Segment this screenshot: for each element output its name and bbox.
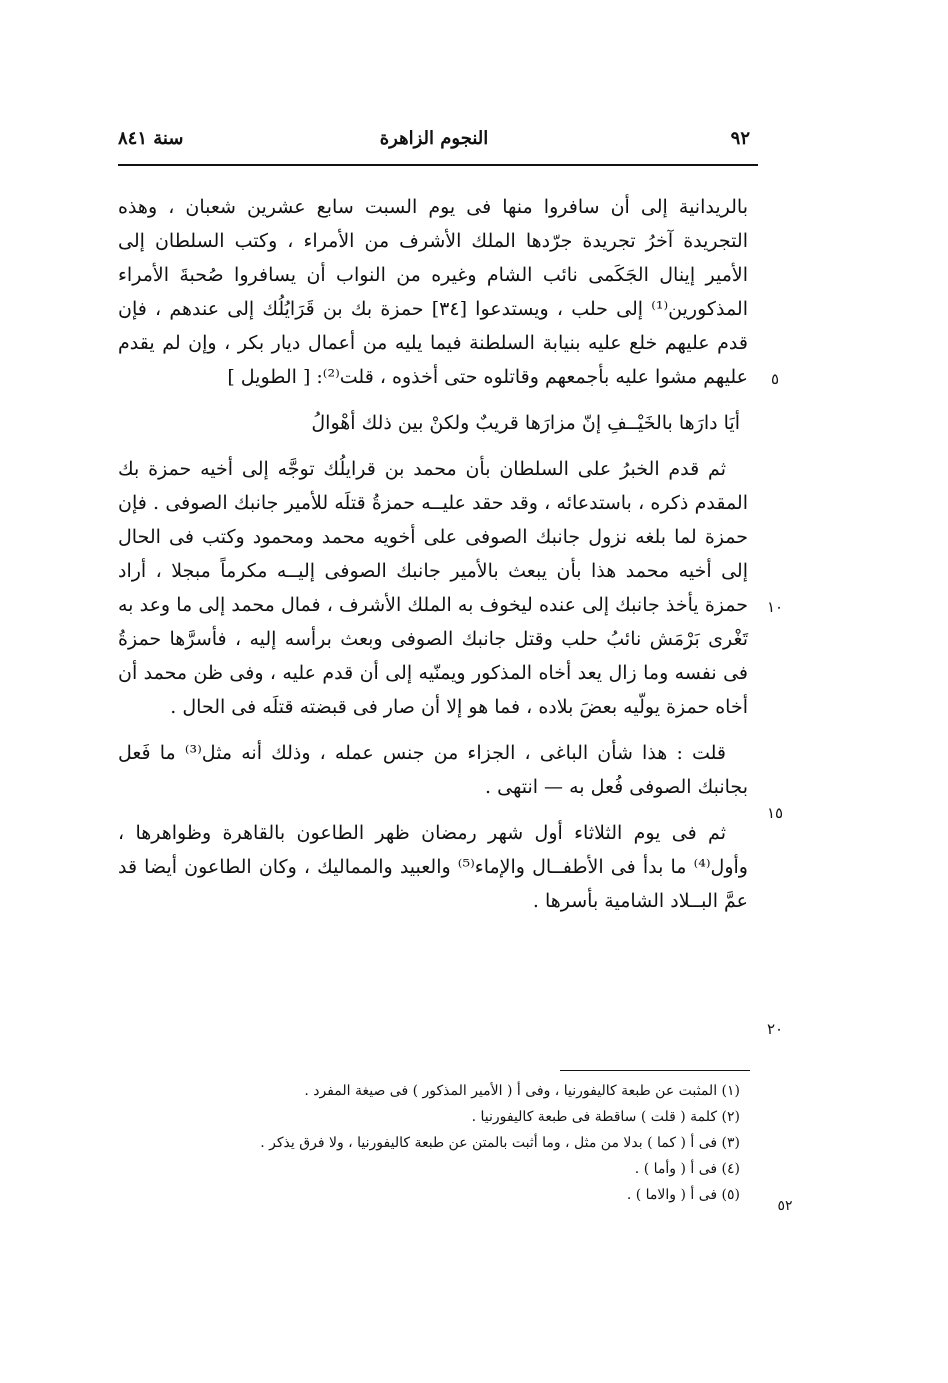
line-number: ١٠ — [766, 598, 784, 616]
paragraph: بالريدانية إلى أن سافروا منها فى يوم السبت سابع عشرين شعبان ، وهذه التجريدة آخرُ تجريدة جرّدها الملك الأشرف من الأمراء ، وكتب السلطان إلى الأمير إينال الجَكَمى نائب الشام وغيره من النواب أن يسافروا صُحبةَ الأمراء المذكورين⁽¹⁾ إلى حلب ، ويستدعوا [٣٤] حمزة بك بن قَرَايُلُك إلى عندهم ، فإن قدم عليهم خلع عليه بنيابة السلطنة فيما يليه من أعمال ديار بكر ، وإن لم يقدم عليهم مشوا عليه بأجمعهم وقاتلوه حتى أخذوه ، قلت⁽²⁾: [ الطويل ] — [118, 196, 748, 388]
poem-verse: أيَا دارَها بالخَيْــفِ إنّ مزارَها قريبٌ ولكنْ بين ذلك أهْوالُ — [311, 412, 740, 434]
footnote: (٤) فى أ ( وأما ) . — [634, 1161, 740, 1177]
main-text — [118, 190, 748, 930]
paragraph: قلت : هذا شأن الباغى ، الجزاء من جنس عمله ، وذلك أنه مثل⁽³⁾ ما فَعل بجانبك الصوفى فُعل به — انتهى . — [118, 742, 748, 798]
book-title: النجوم الزاهرة — [379, 128, 489, 149]
running-header — [118, 128, 750, 162]
footnote-rule — [560, 1070, 750, 1071]
paragraph: ثم قدم الخبرُ على السلطان بأن محمد بن قرايلُك توجَّه إلى أخيه حمزة بك المقدم ذكره ، باستدعائه ، وقد حقد عليــه حمزةُ قتلَه للأمير جانبك الصوفى . فإن حمزة لما بلغه نزول جانبك الصوفى على أخويه محمد ومحمود وكتب فى الحال إلى أخيه محمد هذا بأن يبعث بالأمير جانبك الصوفى إليــه مكرماً مبجلا ، أراد حمزة يأخذ جانبك إلى عنده ليخوف به الملك الأشرف ، فمال محمد إلى ما وعد به تَغْرى بَرْمَش نائبُ حلب وقتل جانبك الصوفى وبعث برأسه إليه ، فأسرَّها حمزةُ فى نفسه وما زال يعد أخاه المذكور ويمنّيه إلى أن قدم عليه ، وفى ظن محمد أن أخاه حمزة يولّيه بعضَ بلاده ، فما هو إلا أن صار فى قبضته قتلَه فى الحال . — [118, 458, 748, 718]
footnotes — [170, 1078, 740, 1208]
footnote: (٣) فى أ ( كما ) بدلا من مثل ، وما أثبت بالمتن عن طبعة كاليفورنيا ، ولا فرق يذكر . — [260, 1135, 740, 1151]
signature-mark: ٥٢ — [777, 1198, 793, 1214]
year-label: سنة ٨٤١ — [118, 128, 184, 149]
paragraph: ثم فى يوم الثلاثاء أول شهر رمضان ظهر الطاعون بالقاهرة وظواهرها ، وأول⁽⁴⁾ ما بدأ فى الأطفــال والإماء⁽⁵⁾ والعبيد والمماليك ، وكان الطاعون أيضا قد عمَّ البــلاد الشامية بأسرها . — [118, 822, 748, 912]
footnote: (٥) فى أ ( والاما ) . — [626, 1187, 740, 1203]
line-number: ١٥ — [766, 804, 784, 822]
footnote: (١) المثبت عن طبعة كاليفورنيا ، وفى أ ( الأمير المذكور ) فى صيغة المفرد . — [304, 1083, 740, 1099]
page-number: ٩٢ — [730, 128, 750, 149]
footnote: (٢) كلمة ( قلت ) ساقطة فى طبعة كاليفورنيا . — [471, 1109, 740, 1125]
header-rule — [118, 164, 758, 166]
line-number: ٥ — [770, 370, 780, 388]
line-number: ٢٠ — [766, 1020, 784, 1038]
